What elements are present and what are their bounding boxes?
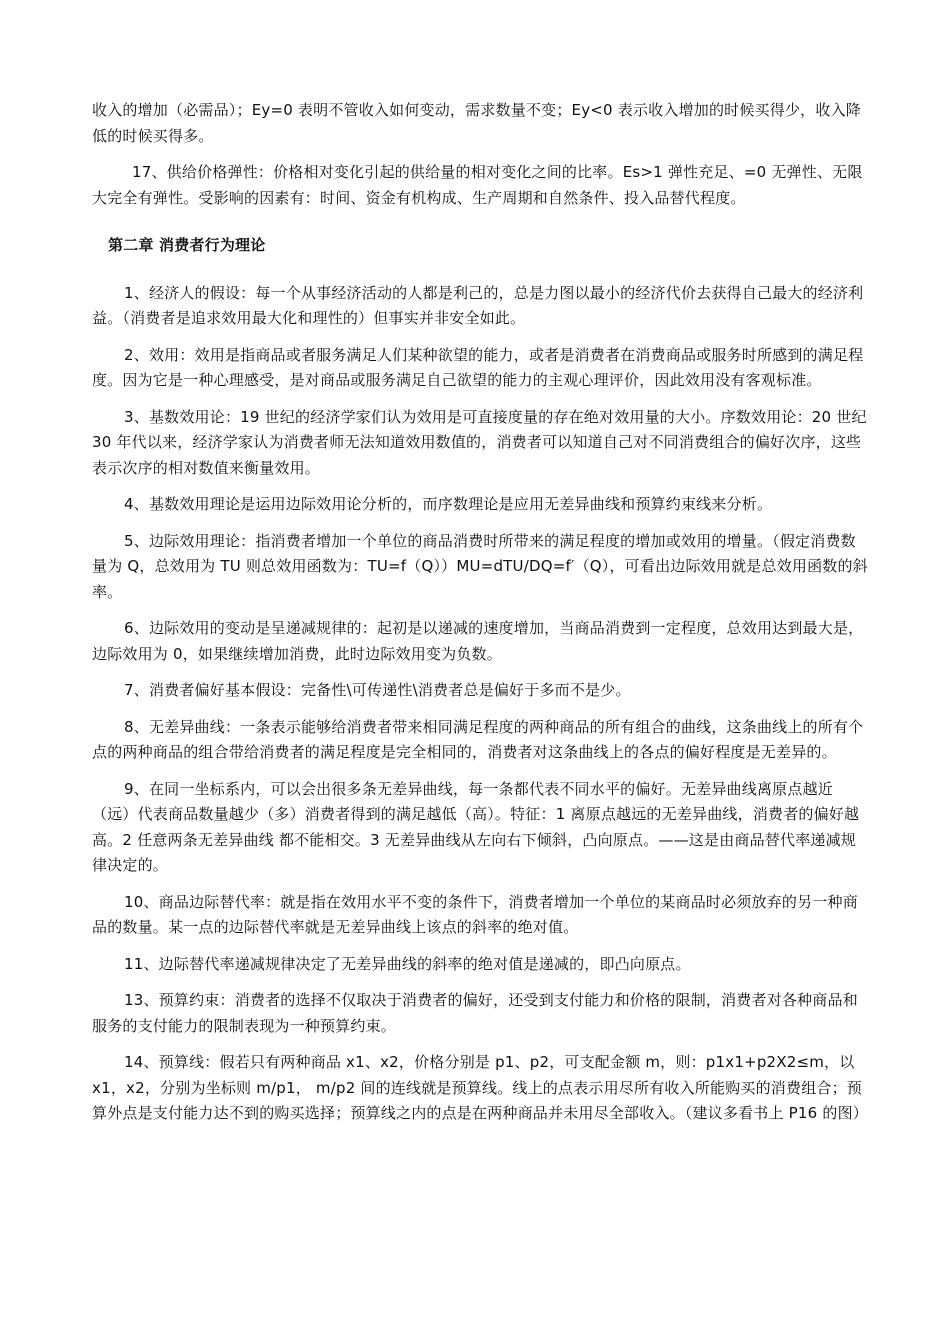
paragraph-income-elasticity-continued: 收入的增加（必需品）；Ey=0 表明不管收入如何变动，需求数量不变；Ey<0 表示收入增加的时候买得少，收入降低的时候买得多。 (92, 101, 861, 145)
paragraph-14-budget-line: 14、预算线：假若只有两种商品 x1、x2，价格分别是 p1、p2，可支配金额 m，则：p1x1+p2X2≤m，以 x1，x2，分别为坐标则 m/p1， m/p2 间的连线就是预算线。线上的点表示用尽所有收入所能购买的消费组合；预算外点是支付能力达不到的购买选择；预算线之内的点是在两种商品并未用尽全部收入。（建议多看书上 P16 的图） (92, 1053, 868, 1122)
paragraph-17-supply-price-elasticity: 17、供给价格弹性：价格相对变化引起的供给量的相对变化之间的比率。Es>1 弹性充足、=0 无弹性、无限大完全有弹性。受影响的因素有：时间、资金有机构成、生产周期和自然条件、投入品替代程度。 (92, 163, 863, 207)
paragraph-1-economic-man: 1、经济人的假设：每一个从事经济活动的人都是利己的，总是力图以最小的经济代价去获得自己最大的经济利益。（消费者是追求效用最大化和理性的）但事实并非安全如此。 (92, 283, 864, 327)
paragraph-11-diminishing-mrs: 11、边际替代率递减规律决定了无差异曲线的斜率的绝对值是递减的，即凸向原点。 (124, 954, 691, 973)
paragraph-7-preference-assumptions: 7、消费者偏好基本假设：完备性\可传递性\消费者总是偏好于多而不是少。 (124, 681, 631, 699)
paragraph-10-mrs: 10、商品边际替代率：就是指在效用水平不变的条件下，消费者增加一个单位的某商品时必须放弃的另一种商品的数量。某一点的边际替代率就是无差异曲线上该点的斜率的绝对值。 (92, 892, 858, 936)
paragraph-9-indifference-features: 9、在同一坐标系内，可以会出很多条无差异曲线，每一条都代表不同水平的偏好。无差异曲线离原点越近（远）代表商品数量越少（多）消费者得到的满足越低（高）。特征：1 离原点越远的无差异曲线，消费者的偏好越高。2 任意两条无差异曲线 都不能相交。3 无差异曲线从左向右下倾斜，凸向原点。——这是由商品替代率递减规律决定的。 (92, 779, 860, 874)
paragraph-3-cardinal-utility: 3、基数效用论：19 世纪的经济学家们认为效用是可直接度量的存在绝对效用量的大小。序数效用论：20 世纪 30 年代以来，经济学家认为消费者师无法知道效用数值的，消费者可以知道自己对不同消费组合的偏好次序，这些表示次序的相对数值来衡量效用。 (92, 407, 867, 477)
paragraph-13-budget-constraint: 13、预算约束：消费者的选择不仅取决于消费者的偏好，还受到支付能力和价格的限制，消费者对各种商品和服务的支付能力的限制表现为一种预算约束。 (92, 991, 858, 1035)
paragraph-4-analysis-methods: 4、基数效用理论是运用边际效用论分析的，而序数理论是应用无差异曲线和预算约束线来分析。 (124, 495, 773, 513)
document-body (92, 98, 868, 1138)
chapter-heading: 第二章 消费者行为理论 (108, 236, 266, 254)
paragraph-6-diminishing-utility: 6、边际效用的变动是呈递减规律的：起初是以递减的速度增加，当商品消费到一定程度，总效用达到最大是，边际效用为 0，如果继续增加消费，此时边际效用变为负数。 (92, 619, 864, 663)
paragraph-2-utility: 2、效用：效用是指商品或者服务满足人们某种欲望的能力，或者是消费者在消费商品或服务时所感到的满足程度。因为它是一种心理感受，是对商品或服务满足自己欲望的能力的主观心理评价，因此效用没有客观标准。 (92, 345, 864, 389)
paragraph-8-indifference-curve: 8、无差异曲线：一条表示能够给消费者带来相同满足程度的两种商品的所有组合的曲线，这条曲线上的所有个点的两种商品的组合带给消费者的满足程度是完全相同的，消费者对这条曲线上的各点的偏好程度是无差异的。 (92, 717, 864, 761)
paragraph-5-marginal-utility: 5、边际效用理论：指消费者增加一个单位的商品消费时所带来的满足程度的增加或效用的增量。（假定消费数量为 Q，总效用为 TU 则总效用函数为：TU=f（Q））MU=dTU/DQ=f′（Q），可看出边际效用就是总效用函数的斜率。 (92, 531, 868, 601)
